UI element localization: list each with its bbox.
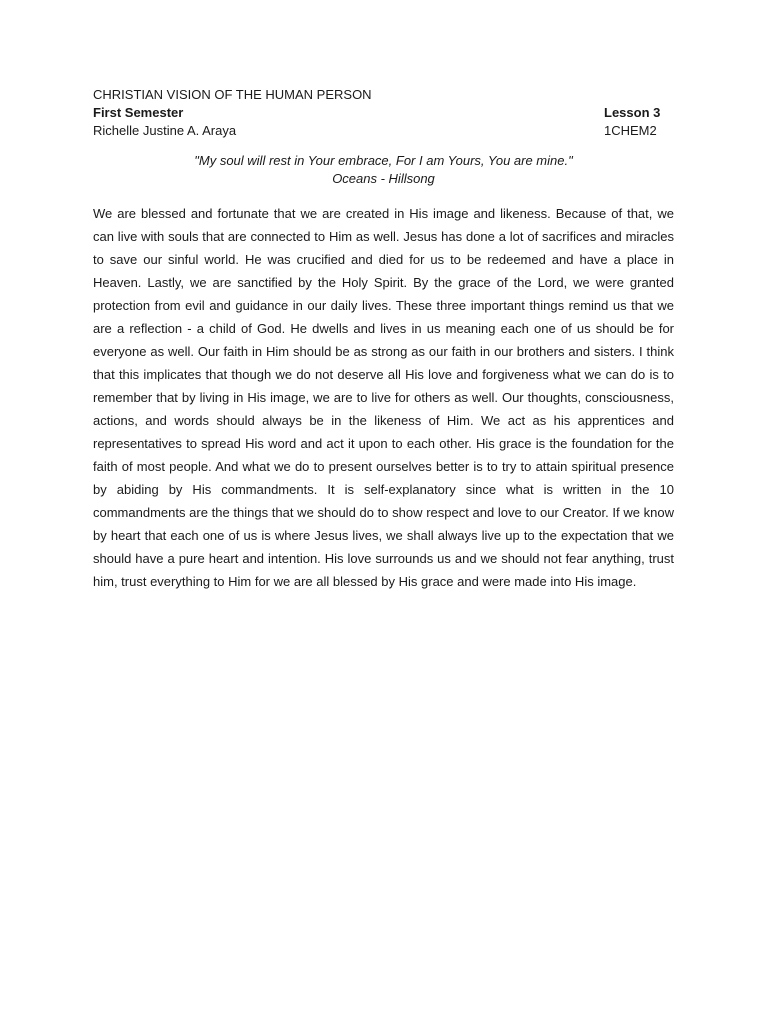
course-title: CHRISTIAN VISION OF THE HUMAN PERSON [93,87,372,102]
epigraph [93,152,674,188]
quote-text: "My soul will rest in Your embrace, For I am Yours, You are mine." [194,153,573,168]
semester-label: First Semester [93,105,184,120]
section-label: 1CHEM2 [604,123,657,138]
semester-row [93,104,674,122]
student-name: Richelle Justine A. Araya [93,123,237,138]
student-row [93,122,674,140]
lesson-label: Lesson 3 [604,105,661,120]
quote-attribution: Oceans - Hillsong [332,171,435,186]
essay-paragraph: We are blessed and fortunate that we are created in His image and likeness. Because of that, we can live with souls that are connected to Him as well. Jesus has done a lot of sacrifices and miracles to save our sinful world. He was crucified and died for us to be redeemed and have a place in Heaven. Lastly, we are sanctified by the Holy Spirit. By the grace of the Lord, we were granted protection from evil and guidance in our daily lives. These three important things remind us that we are a reflection - a child of God. He dwells and lives in us meaning each one of us should be for everyone as well. Our faith in Him should be as strong as our faith in our brothers and sisters. I think that this implicates that though we do not deserve all His love and forgiveness what we can do is to remember that by living in His image, we are to live for others as well. Our thoughts, consciousness, actions, and words should always be in the likeness of Him. We act as his apprentices and representatives to spread His word and act it upon to each other. His grace is the foundation for the faith of most people. And what we do to present ourselves better is to try to attain spiritual presence by abiding by His commandments. It is self-explanatory since what is written in the 10 commandments are the things that we should do to show respect and love to our Creator. If we know by heart that each one of us is where Jesus lives, we shall always live up to the expectation that we should have a pure heart and intention. His love surrounds us and we should not fear anything, trust him, trust everything to Him for we are all blessed by His grace and were made into His image. [93,206,674,589]
document-page [93,86,674,593]
